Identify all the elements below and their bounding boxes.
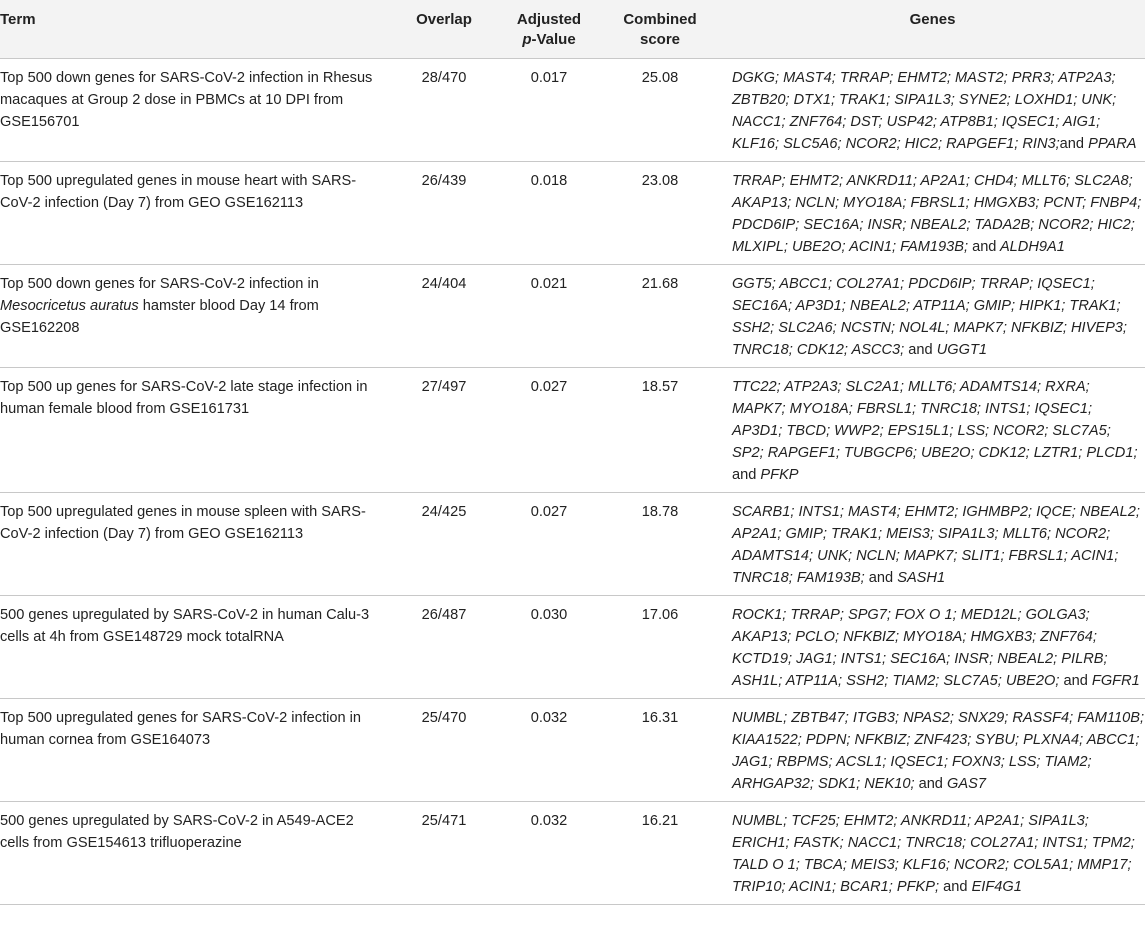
cell-score: 17.06 — [641, 607, 679, 623]
cell-overlap: 24/425 — [421, 504, 467, 520]
cell-score: 16.31 — [641, 710, 679, 726]
cell-genes — [720, 493, 1145, 596]
cell-term: Top 500 down genes for SARS-CoV-2 infection in Rhesus macaques at Group 2 dose in PBMCs at 10 DPI from GSE156701 — [0, 70, 373, 130]
last-gene: UGGT1 — [936, 342, 987, 358]
cell-genes — [720, 699, 1145, 802]
and-word: and — [972, 239, 997, 255]
cell-overlap: 27/497 — [421, 379, 467, 395]
cell-term: 500 genes upregulated by SARS-CoV-2 in human Calu-3 cells at 4h from GSE148729 mock totalRNA — [0, 607, 370, 645]
gene-list: TTC22; ATP2A3; SLC2A1; MLLT6; ADAMTS14; RXRA; MAPK7; MYO18A; FBRSL1; TNRC18; INTS1; IQSEC1; AP3D1; TBCD; WWP2; EPS15L1; LSS; NCOR2; SLC7A5; SP2; RAPGEF1; TUBGCP6; UBE2O; CDK12; LZTR1; PLCD1; — [732, 379, 1138, 461]
header-combined-score — [600, 0, 720, 59]
cell-pvalue: 0.032 — [530, 710, 568, 726]
cell-pvalue: 0.027 — [530, 504, 568, 520]
cell-score: 21.68 — [641, 276, 679, 292]
header-combined-line1: Combined — [623, 11, 697, 28]
cell-genes — [720, 162, 1145, 265]
header-p-italic: p — [522, 31, 532, 48]
cell-term: Top 500 upregulated genes in mouse spleen with SARS-CoV-2 infection (Day 7) from GEO GSE162113 — [0, 504, 366, 542]
cell-genes — [720, 802, 1145, 905]
cell-overlap: 28/470 — [421, 70, 467, 86]
last-gene: EIF4G1 — [971, 879, 1022, 895]
cell-pvalue: 0.030 — [530, 607, 568, 623]
cell-term — [0, 265, 390, 368]
table-row — [0, 699, 1145, 802]
term-text-post: hamster blood Day 14 from GSE162208 — [0, 298, 319, 336]
table-row — [0, 368, 1145, 493]
cell-overlap: 26/487 — [421, 607, 467, 623]
header-term: Term — [0, 11, 36, 28]
header-value-suffix: -Value — [531, 31, 576, 48]
and-word: and — [1059, 136, 1085, 152]
term-species: Mesocricetus auratus — [0, 298, 139, 314]
last-gene: ALDH9A1 — [999, 239, 1065, 255]
cell-pvalue: 0.021 — [530, 276, 568, 292]
last-gene: FGFR1 — [1091, 673, 1140, 689]
header-row — [0, 0, 1145, 59]
gene-list: NUMBL; ZBTB47; ITGB3; NPAS2; SNX29; RASSF4; FAM110B; KIAA1522; PDPN; NFKBIZ; ZNF423; SYBU; PLXNA4; ABCC1; JAG1; RBPMS; ACSL1; IQSEC1; FOXN3; LSS; TIAM2; ARHGAP32; SDK1; NEK10; — [732, 710, 1145, 792]
cell-genes — [720, 368, 1145, 493]
cell-term: Top 500 upregulated genes for SARS-CoV-2 infection in human cornea from GSE164073 — [0, 710, 362, 748]
and-word: and — [732, 467, 757, 483]
header-genes: Genes — [909, 11, 956, 28]
gene-list: NUMBL; TCF25; EHMT2; ANKRD11; AP2A1; SIPA1L3; ERICH1; FASTK; NACC1; TNRC18; COL27A1; INTS1; TPM2; TALD O 1; TBCA; MEIS3; KLF16; NCOR2; COL5A1; MMP17; TRIP10; ACIN1; BCAR1; PFKP; — [732, 813, 1135, 895]
and-word: and — [918, 776, 943, 792]
cell-score: 25.08 — [641, 70, 679, 86]
cell-term: Top 500 upregulated genes in mouse heart with SARS-CoV-2 infection (Day 7) from GEO GSE162113 — [0, 173, 357, 211]
last-gene: GAS7 — [947, 776, 986, 792]
cell-genes — [720, 596, 1145, 699]
header-combined-line2: score — [639, 31, 681, 48]
last-gene: PPARA — [1088, 136, 1137, 152]
cell-term: 500 genes upregulated by SARS-CoV-2 in A549-ACE2 cells from GSE154613 trifluoperazine — [0, 813, 354, 851]
cell-overlap: 25/470 — [421, 710, 467, 726]
table-row — [0, 493, 1145, 596]
gene-list: ROCK1; TRRAP; SPG7; FOX O 1; MED12L; GOLGA3; AKAP13; PCLO; NFKBIZ; MYO18A; HMGXB3; ZNF764; KCTD19; JAG1; INTS1; SEC16A; INSR; NBEAL2; PILRB; ASH1L; ATP11A; SSH2; TIAM2; SLC7A5; UBE2O; — [732, 607, 1108, 689]
gene-list: GGT5; ABCC1; COL27A1; PDCD6IP; TRRAP; IQSEC1; SEC16A; AP3D1; NBEAL2; ATP11A; GMIP; HIPK1; TRAK1; SSH2; SLC2A6; NCSTN; NOL4L; MAPK7; NFKBIZ; HIVEP3; TNRC18; CDK12; ASCC3; — [732, 276, 1127, 358]
cell-overlap: 25/471 — [421, 813, 467, 829]
cell-pvalue: 0.027 — [530, 379, 568, 395]
last-gene: PFKP — [760, 467, 799, 483]
cell-score: 18.78 — [641, 504, 679, 520]
cell-score: 18.57 — [641, 379, 679, 395]
table-row — [0, 265, 1145, 368]
header-adjusted-line1: Adjusted — [516, 11, 582, 28]
and-word: and — [908, 342, 933, 358]
cell-pvalue: 0.017 — [530, 70, 568, 86]
cell-score: 23.08 — [641, 173, 679, 189]
table-row — [0, 802, 1145, 905]
gene-list: SCARB1; INTS1; MAST4; EHMT2; IGHMBP2; IQCE; NBEAL2; AP2A1; GMIP; TRAK1; MEIS3; SIPA1L3; MLLT6; NCOR2; ADAMTS14; UNK; NCLN; MAPK7; SLIT1; FBRSL1; ACIN1; TNRC18; FAM193B; — [732, 504, 1140, 586]
gene-list: DGKG; MAST4; TRRAP; EHMT2; MAST2; PRR3; ATP2A3; ZBTB20; DTX1; TRAK1; SIPA1L3; SYNE2; LOXHD1; UNK; NACC1; ZNF764; DST; USP42; ATP8B1; IQSEC1; AIG1; KLF16; SLC5A6; NCOR2; HIC2; RAPGEF1; RIN3; — [732, 70, 1117, 152]
cell-genes — [720, 59, 1145, 162]
and-word: and — [1063, 673, 1088, 689]
cell-overlap: 26/439 — [421, 173, 467, 189]
cell-genes — [720, 265, 1145, 368]
last-gene: SASH1 — [897, 570, 946, 586]
table-row — [0, 596, 1145, 699]
and-word: and — [943, 879, 968, 895]
header-adjusted-pvalue — [498, 0, 600, 59]
cell-pvalue: 0.032 — [530, 813, 568, 829]
cell-overlap: 24/404 — [421, 276, 467, 292]
table-row — [0, 162, 1145, 265]
cell-term: Top 500 up genes for SARS-CoV-2 late stage infection in human female blood from GSE161731 — [0, 379, 368, 417]
table-row — [0, 59, 1145, 162]
gene-list: TRRAP; EHMT2; ANKRD11; AP2A1; CHD4; MLLT6; SLC2A8; AKAP13; NCLN; MYO18A; FBRSL1; HMGXB3; PCNT; FNBP4; PDCD6IP; SEC16A; INSR; NBEAL2; TADA2B; NCOR2; HIC2; MLXIPL; UBE2O; ACIN1; FAM193B; — [732, 173, 1142, 255]
header-overlap: Overlap — [416, 11, 472, 28]
term-text: Top 500 down genes for SARS-CoV-2 infection in — [0, 276, 319, 292]
cell-pvalue: 0.018 — [530, 173, 568, 189]
and-word: and — [868, 570, 894, 586]
cell-score: 16.21 — [641, 813, 679, 829]
